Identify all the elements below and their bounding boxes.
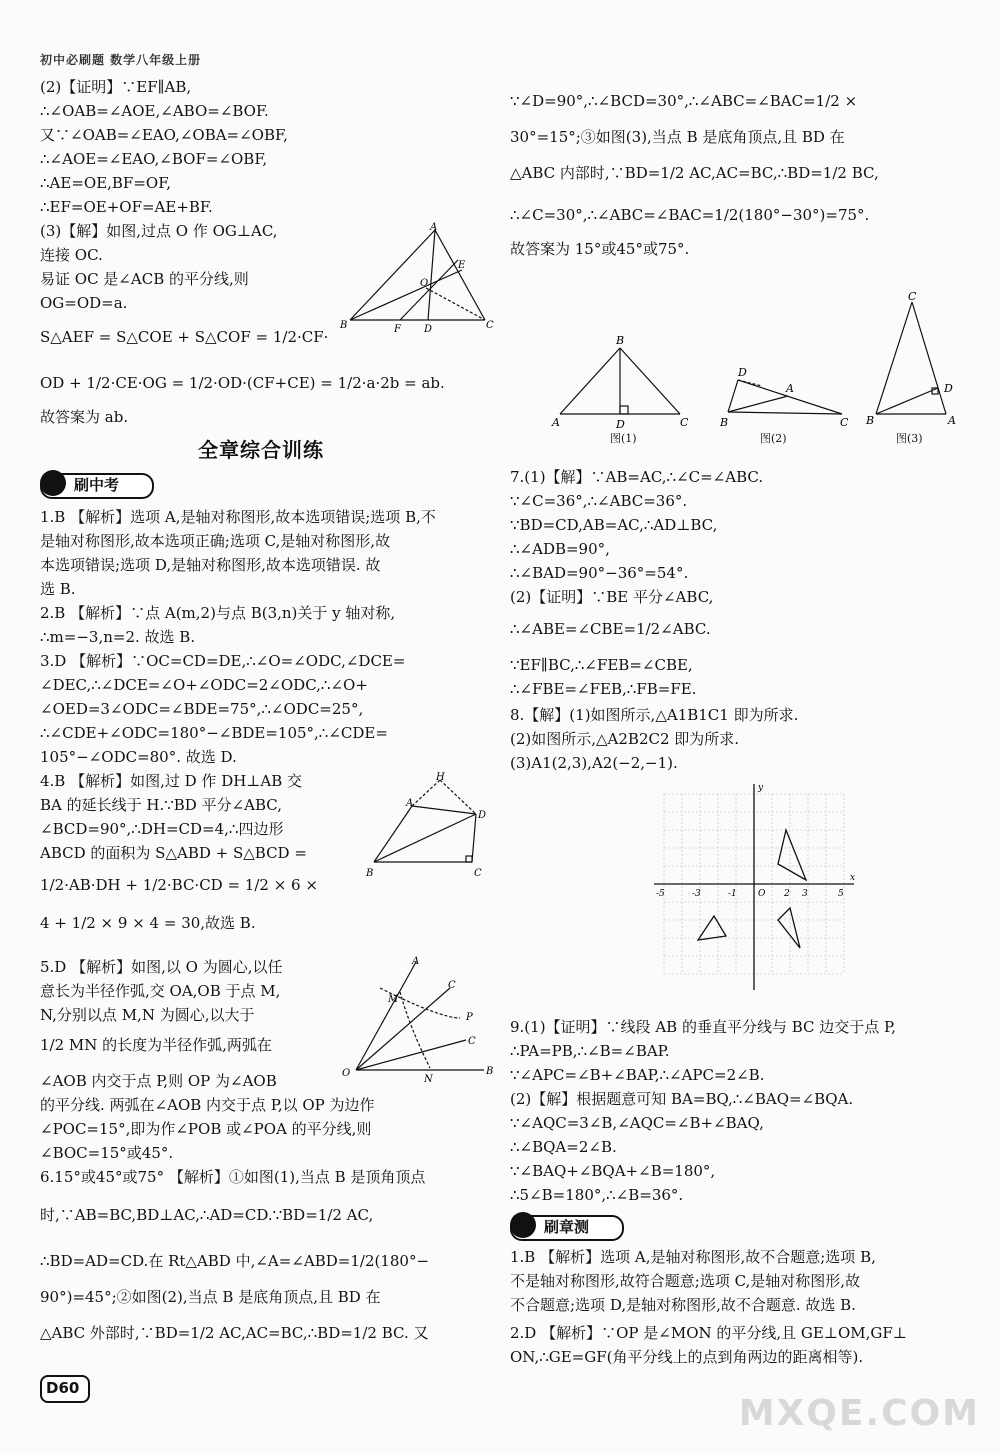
quadrilateral-figure-q4 <box>366 772 490 886</box>
svg-text:D: D <box>616 418 625 431</box>
answer-line: 9.(1)【证明】∵线段 AB 的垂直平分线与 BC 边交于点 P, <box>510 1018 896 1036</box>
answer-line: △ABC 外部时,∵BD=1/2 AC,AC=BC,∴BD=1/2 BC. 又 <box>40 1324 429 1342</box>
text-line: ∴EF=OE+OF=AE+BF. <box>40 198 213 216</box>
answer-line: ∴∠ABE=∠CBE=1/2∠ABC. <box>510 620 711 638</box>
coordinate-grid-figure <box>650 780 860 998</box>
answer-line: ON,∴GE=GF(角平分线上的点到角两边的距离相等). <box>510 1348 864 1366</box>
svg-text:P: P <box>466 1012 473 1023</box>
answer-line: (2)【证明】∵BE 平分∠ABC, <box>510 588 714 606</box>
answer-line: ∵∠C=36°,∴∠ABC=36°. <box>510 492 688 510</box>
answer-line: ∴∠BAD=90°−36°=54°. <box>510 564 689 582</box>
answer-line: 选 B. <box>40 580 76 598</box>
badge-label: 刷中考 <box>74 476 120 494</box>
svg-text:C: C <box>840 416 849 429</box>
svg-text:N: N <box>424 1074 433 1085</box>
svg-text:E: E <box>458 260 466 271</box>
answer-line: ∠POC=15°,即为作∠POB 或∠POA 的平分线,则 <box>40 1120 372 1138</box>
answer-line: 8.【解】(1)如图所示,△A1B1C1 即为所求. <box>510 706 799 724</box>
badge-zhangce <box>510 1212 622 1240</box>
svg-text:D: D <box>944 382 953 395</box>
answer-line: BA 的延长线于 H.∵BD 平分∠ABC, <box>40 796 283 814</box>
answer-line: 1.B 【解析】选项 A,是轴对称图形,故不合题意;选项 B, <box>510 1248 876 1266</box>
answer-line: ∠AOB 内交于点 P,则 OP 为∠AOB <box>40 1072 277 1090</box>
text-line: ∴∠AOE=∠EAO,∠BOF=∠OBF, <box>40 150 268 168</box>
answer-line: 4.B 【解析】如图,过 D 作 DH⊥AB 交 <box>40 772 303 790</box>
text-line: 又∵∠OAB=∠EAO,∠OBA=∠OBF, <box>40 126 288 144</box>
header-text: 初中必刷题 数学八年级上册 <box>40 53 202 67</box>
answer-line: 本选项错误;选项 D,是轴对称图形,故本选项错误. 故 <box>40 556 381 574</box>
answer-line: ∴∠FBE=∠FEB,∴FB=FE. <box>510 680 697 698</box>
text-line: (2)【证明】∵EF∥AB, <box>40 78 192 96</box>
svg-text:B: B <box>866 414 875 427</box>
svg-text:O: O <box>758 889 766 899</box>
figure-1 <box>550 332 690 432</box>
answer-line: ∵∠APC=∠B+∠BAP,∴∠APC=2∠B. <box>510 1066 765 1084</box>
svg-text:C: C <box>908 290 917 303</box>
text-line: ∴∠C=30°,∴∠ABC=∠BAC=1/2(180°−30°)=75°. <box>510 206 870 224</box>
badge-zhongkao <box>40 470 152 498</box>
svg-text:D: D <box>478 810 487 821</box>
text-line: 易证 OC 是∠ACB 的平分线,则 <box>40 270 249 288</box>
pencil-icon <box>40 470 66 496</box>
svg-text:C: C <box>468 1036 476 1047</box>
svg-text:-1: -1 <box>728 889 737 899</box>
answer-line: ∴PA=PB,∴∠B=∠BAP. <box>510 1042 670 1060</box>
text-line: (3)【解】如图,过点 O 作 OG⊥AC, <box>40 222 278 240</box>
text-line: ∴AE=OE,BF=OF, <box>40 174 172 192</box>
answer-line: ∴∠BQA=2∠B. <box>510 1138 617 1156</box>
answer-line: 90°)=45°;②如图(2),当点 B 是底角顶点,且 BD 在 <box>40 1288 381 1306</box>
text-line: 连接 OC. <box>40 246 103 264</box>
answer-line: 1/2 MN 的长度为半径作弧,两弧在 <box>40 1036 272 1054</box>
answer-line: ABCD 的面积为 S△ABD + S△BCD = <box>40 844 307 862</box>
figure-2 <box>716 362 856 432</box>
svg-text:y: y <box>758 783 764 793</box>
answer-line: 是轴对称图形,故本选项正确;选项 C,是轴对称图形,故 <box>40 532 391 550</box>
svg-text:A: A <box>786 382 794 395</box>
answer-line: ∵BD=CD,AB=AC,∴AD⊥BC, <box>510 516 718 534</box>
text-line: 故答案为 15°或45°或75°. <box>510 240 690 258</box>
text-line: ∴∠OAB=∠AOE,∠ABO=∠BOF. <box>40 102 269 120</box>
text-line: OG=OD=a. <box>40 294 128 312</box>
answer-line: ∴∠CDE+∠ODC=180°−∠BDE=105°,∴∠CDE= <box>40 724 388 742</box>
answer-line: 不合题意;选项 D,是轴对称图形,故不合题意. 故选 B. <box>510 1296 856 1314</box>
answer-line: 时,∵AB=BC,BD⊥AC,∴AD=CD.∵BD=1/2 AC, <box>40 1206 374 1224</box>
text-line: OD + 1/2·CE·OG = 1/2·OD·(CF+CE) = 1/2·a·2b = ab. <box>40 374 445 392</box>
svg-text:C: C <box>680 416 689 429</box>
answer-line: 4 + 1/2 × 9 × 4 = 30,故选 B. <box>40 914 256 932</box>
badge-label: 刷章测 <box>544 1218 590 1236</box>
answer-line: ∵∠AQC=3∠B,∠AQC=∠B+∠BAQ, <box>510 1114 764 1132</box>
answer-line: 3.D 【解析】∵OC=CD=DE,∴∠O=∠ODC,∠DCE= <box>40 652 406 670</box>
answer-line: ∠BOC=15°或45°. <box>40 1144 174 1162</box>
page-number-badge <box>40 1375 90 1403</box>
svg-text:B: B <box>366 868 374 879</box>
triangle-figure-q3 <box>340 222 494 344</box>
answer-line: 1/2·AB·DH + 1/2·BC·CD = 1/2 × 6 × <box>40 876 318 894</box>
svg-text:B: B <box>340 320 348 331</box>
answer-line: ∵EF∥BC,∴∠FEB=∠CBE, <box>510 656 693 674</box>
figure-caption: 图(1) <box>610 432 637 445</box>
svg-text:C: C <box>486 320 494 331</box>
svg-text:O: O <box>342 1068 351 1079</box>
answer-line: ∴5∠B=180°,∴∠B=36°. <box>510 1186 684 1204</box>
svg-text:D: D <box>424 324 433 335</box>
svg-text:M: M <box>388 994 399 1005</box>
svg-text:C: C <box>448 980 456 991</box>
answer-line: 2.B 【解析】∵点 A(m,2)与点 B(3,n)关于 y 轴对称, <box>40 604 396 622</box>
section-title: 全章综合训练 <box>198 438 324 462</box>
answer-line: (3)A1(2,3),A2(−2,−1). <box>510 754 678 772</box>
answer-line: (2)如图所示,△A2B2C2 即为所求. <box>510 730 740 748</box>
answer-line: ∠OED=3∠ODC=∠BDE=75°,∴∠ODC=25°, <box>40 700 364 718</box>
text-line: S△AEF = S△COE + S△COF = 1/2·CF· <box>40 328 329 346</box>
page-header <box>40 50 490 66</box>
figure-3 <box>862 292 972 428</box>
answer-line: 2.D 【解析】∵OP 是∠MON 的平分线,且 GE⊥OM,GF⊥ <box>510 1324 907 1342</box>
answer-line: ∵∠BAQ+∠BQA+∠B=180°, <box>510 1162 716 1180</box>
answer-line: 7.(1)【解】∵AB=AC,∴∠C=∠ABC. <box>510 468 764 486</box>
svg-text:-5: -5 <box>656 889 665 899</box>
svg-text:B: B <box>616 334 625 347</box>
svg-text:B: B <box>720 416 729 429</box>
angle-bisector-figure-q5 <box>340 956 494 1088</box>
svg-text:A: A <box>430 222 438 233</box>
svg-text:-3: -3 <box>692 889 701 899</box>
answer-line: N,分别以点 M,N 为圆心,以大于 <box>40 1006 255 1024</box>
answer-line: ∠DEC,∴∠DCE=∠O+∠ODC=2∠ODC,∴∠O+ <box>40 676 368 694</box>
svg-text:C: C <box>474 868 482 879</box>
answer-line: 105°−∠ODC=80°. 故选 D. <box>40 748 237 766</box>
answer-line: 6.15°或45°或75° 【解析】①如图(1),当点 B 是顶角顶点 <box>40 1168 426 1186</box>
svg-text:5: 5 <box>838 889 844 899</box>
answer-line: 意长为半径作弧,交 OA,OB 于点 M, <box>40 982 281 1000</box>
watermark: MXQE.COM <box>738 1393 980 1434</box>
svg-text:A: A <box>948 414 956 427</box>
pencil-icon <box>510 1212 536 1238</box>
text-line: ∵∠D=90°,∴∠BCD=30°,∴∠ABC=∠BAC=1/2 × <box>510 92 858 110</box>
svg-text:A: A <box>406 798 414 809</box>
svg-text:A: A <box>552 416 560 429</box>
answer-line: 的平分线. 两弧在∠AOB 内交于点 P,以 OP 为边作 <box>40 1096 375 1114</box>
svg-text:x: x <box>850 873 856 883</box>
svg-text:B: B <box>486 1066 494 1077</box>
answer-line: ∴∠ADB=90°, <box>510 540 610 558</box>
svg-text:3: 3 <box>802 889 808 899</box>
text-line: 故答案为 ab. <box>40 408 129 426</box>
answer-line: ∴BD=AD=CD.在 Rt△ABD 中,∠A=∠ABD=1/2(180°− <box>40 1252 430 1270</box>
answer-line: (2)【解】根据题意可知 BA=BQ,∴∠BAQ=∠BQA. <box>510 1090 854 1108</box>
text-line: 30°=15°;③如图(3),当点 B 是底角顶点,且 BD 在 <box>510 128 845 146</box>
svg-text:O: O <box>420 278 429 289</box>
text-line: △ABC 内部时,∵BD=1/2 AC,AC=BC,∴BD=1/2 BC, <box>510 164 879 182</box>
answer-line: 5.D 【解析】如图,以 O 为圆心,以任 <box>40 958 283 976</box>
answer-line: ∠BCD=90°,∴DH=CD=4,∴四边形 <box>40 820 284 838</box>
answer-line: ∴m=−3,n=2. 故选 B. <box>40 628 196 646</box>
figure-caption: 图(2) <box>760 432 787 445</box>
page-number: D60 <box>46 1379 80 1397</box>
svg-text:D: D <box>738 366 747 379</box>
svg-text:F: F <box>394 324 401 335</box>
figure-caption: 图(3) <box>896 432 923 445</box>
answer-line: 1.B 【解析】选项 A,是轴对称图形,故本选项错误;选项 B,不 <box>40 508 436 526</box>
svg-text:2: 2 <box>784 889 790 899</box>
svg-text:A: A <box>412 956 420 967</box>
answer-line: 不是轴对称图形,故符合题意;选项 C,是轴对称图形,故 <box>510 1272 861 1290</box>
svg-text:H: H <box>436 772 445 783</box>
